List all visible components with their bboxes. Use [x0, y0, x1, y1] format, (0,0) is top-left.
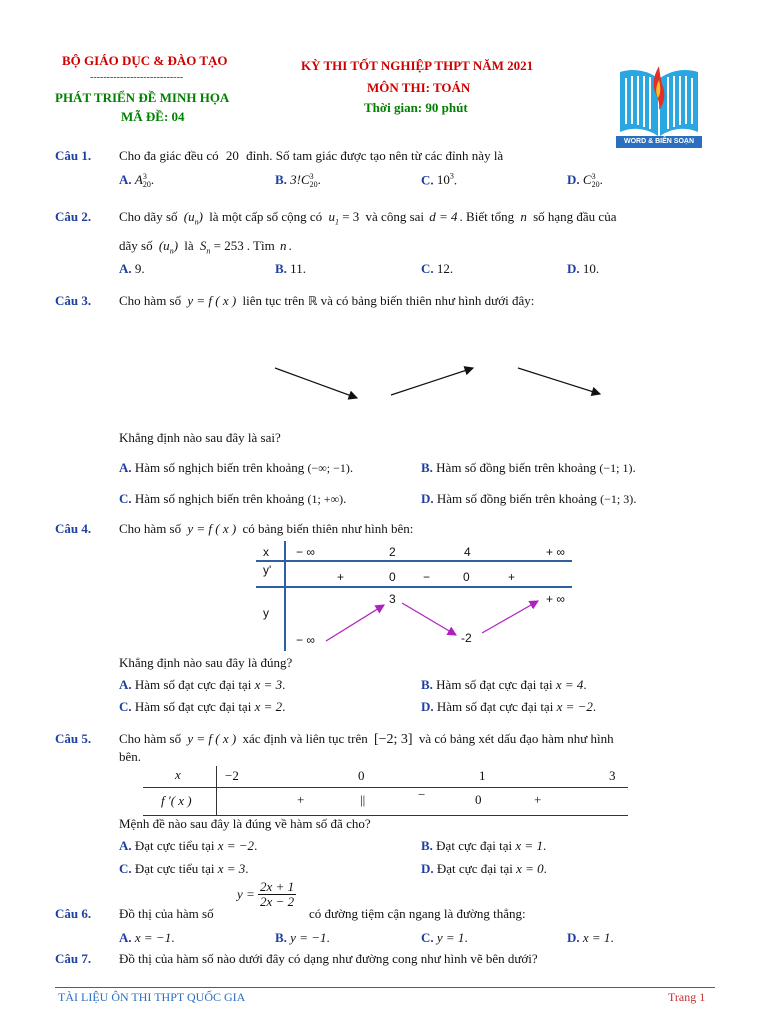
q2-option-c[interactable]: C. 12.: [421, 261, 454, 276]
q6-option-a[interactable]: A. x = −1.: [119, 930, 175, 945]
q5-option-c[interactable]: C. Đạt cực tiểu tại x = 3.: [119, 861, 249, 876]
option-math: C 3 20: [582, 172, 600, 190]
q2-option-b[interactable]: B. 11.: [275, 261, 306, 276]
option-math: $10^3$: [436, 172, 454, 188]
publisher-logo: [616, 58, 702, 150]
q2-label: Câu 2.: [55, 209, 92, 224]
q1-option-c[interactable]: C. $10^3$.: [421, 172, 458, 188]
q5-option-b[interactable]: B. Đạt cực đại tại x = 1.: [421, 838, 547, 853]
q3-stem: Cho hàm số y = f ( x ) liên tục trên ℝ và có bảng biến thiên như hình dưới đây:: [119, 293, 535, 308]
q1-text: Cho đa giác đều có: [119, 148, 219, 163]
q1-option-b[interactable]: B. 3!C 3 20 .: [275, 172, 321, 190]
q6-function: y = $\frac{2x + 1}{2x - 2}$: [237, 879, 295, 909]
q6-option-c[interactable]: C. y = 1.: [421, 930, 468, 945]
subject-title: MÔN THI: TOÁN: [367, 80, 471, 95]
q3-option-c[interactable]: C. Hàm số nghịch biến trên khoảng (1; +∞).: [119, 491, 347, 506]
q2-option-a[interactable]: A. 9.: [119, 261, 145, 276]
q3-option-a[interactable]: A. Hàm số nghịch biến trên khoảng (−∞; −1).: [119, 460, 354, 475]
q6-option-b[interactable]: B. y = −1.: [275, 930, 330, 945]
q1-text-cont: đỉnh. Số tam giác được tạo nên từ các đỉnh này là: [246, 148, 504, 163]
q1-option-a[interactable]: A. A 3 20 .: [119, 172, 155, 190]
header-divider: ----------------------------: [90, 72, 184, 83]
q5-option-d[interactable]: D. Đạt cực đại tại x = 0.: [421, 861, 547, 876]
option-math: A 3 20: [134, 172, 151, 190]
q6-stem-a: Đồ thị của hàm số: [119, 906, 214, 921]
q3-option-d[interactable]: D. Hàm số đồng biến trên khoảng (−1; 3).: [421, 491, 637, 506]
q4-option-b[interactable]: B. Hàm số đạt cực đại tại x = 4.: [421, 677, 587, 692]
option-math: 3!C 3 20: [290, 172, 318, 190]
q4-stem: Cho hàm số y = f ( x ) có bảng biến thiên như hình bên:: [119, 521, 414, 536]
q5-sign-table: x −2 0 1 3 f ′( x ) + || − 0 +: [143, 763, 628, 823]
exam-code: MÃ ĐỀ: 04: [121, 109, 185, 124]
q5-label: Câu 5.: [55, 731, 92, 746]
q4-option-c[interactable]: C. Hàm số đạt cực đại tại x = 2.: [119, 699, 286, 714]
q4-option-d[interactable]: D. Hàm số đạt cực đại tại x = −2.: [421, 699, 597, 714]
q5-option-a[interactable]: A. Đạt cực tiểu tại x = −2.: [119, 838, 258, 853]
q3-prompt: Khẳng định nào sau đây là sai?: [119, 430, 281, 445]
q5-stem-line1: Cho hàm số y = f ( x ) xác định và liên tục trên [−2; 3] và có bảng xét dấu đạo hàm như hình: [119, 731, 614, 747]
option-label: D.: [567, 172, 580, 187]
q3-option-b[interactable]: B. Hàm số đồng biến trên khoảng (−1; 1).: [421, 460, 636, 475]
q3-variation-arrows: [270, 360, 610, 400]
option-label: C.: [421, 172, 434, 188]
q4-option-a[interactable]: A. Hàm số đạt cực đại tại x = 3.: [119, 677, 286, 692]
q2-option-d[interactable]: D. 10.: [567, 261, 600, 276]
option-label: A.: [119, 172, 132, 187]
exam-title: KỲ THI TỐT NGHIỆP THPT NĂM 2021: [301, 58, 534, 73]
q6-stem-b: có đường tiệm cận ngang là đường thẳng:: [309, 906, 526, 921]
q1-option-d[interactable]: D. C 3 20 .: [567, 172, 603, 190]
q1-label: Câu 1.: [55, 148, 92, 163]
develop-title: PHÁT TRIỂN ĐỀ MINH HỌA: [55, 90, 230, 105]
footer-left: TÀI LIỆU ÔN THI THPT QUỐC GIA: [58, 990, 246, 1004]
ministry-title: BỘ GIÁO DỤC & ĐÀO TẠO: [62, 53, 228, 68]
q2-stem-line2: dãy số $(u_n)$ là $S_n = 253$ . Tìm n .: [119, 238, 292, 256]
q6-label: Câu 6.: [55, 906, 92, 921]
q7-label: Câu 7.: [55, 951, 92, 966]
q5-prompt: Mệnh đề nào sau đây là đúng về hàm số đã cho?: [119, 816, 371, 831]
q3-label: Câu 3.: [55, 293, 92, 308]
option-label: B.: [275, 172, 287, 187]
footer-divider: [55, 987, 715, 988]
q4-variation-table: x − ∞ 2 4 + ∞ y' + 0 − 0 + y 3 + ∞ − ∞ -2: [256, 541, 572, 651]
q6-option-d[interactable]: D. x = 1.: [567, 930, 614, 945]
q4-prompt: Khẳng định nào sau đây là đúng?: [119, 655, 293, 670]
q7-stem: Đồ thị của hàm số nào dưới đây có dạng như đường cong như hình vẽ bên dưới?: [119, 951, 538, 966]
q1-stem: [119, 148, 503, 164]
logo-caption: WORD & BIÊN SOẠN: [624, 138, 694, 145]
page-number: Trang 1: [668, 990, 706, 1004]
q1-vertex-count: 20: [225, 148, 239, 163]
q5-stem-line2: bên.: [119, 749, 142, 764]
q2-stem-line1: Cho dãy số $(u_n)$ là một cấp số cộng có $u_1 = 3$ và công sai d = 4 . Biết tổng n số hạng đầu của: [119, 209, 617, 227]
time-limit: Thời gian: 90 phút: [364, 100, 468, 115]
q4-variation-arrows: [256, 541, 572, 651]
q4-label: Câu 4.: [55, 521, 92, 536]
